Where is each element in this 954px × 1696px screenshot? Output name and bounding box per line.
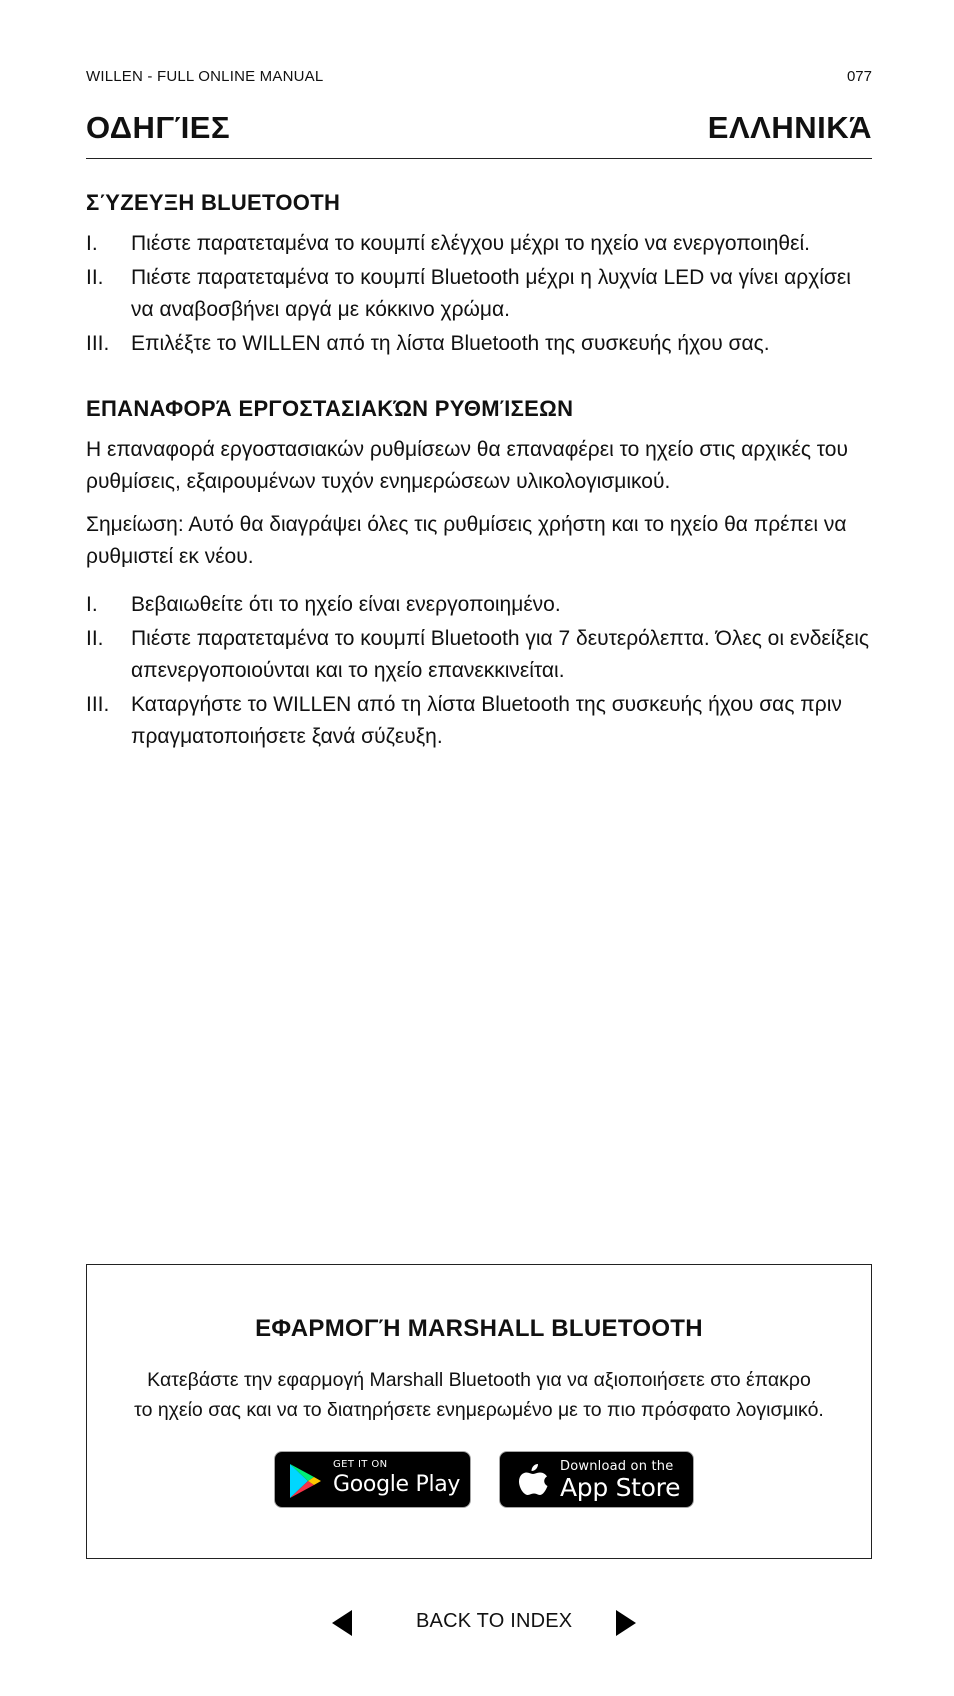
- triangle-right-icon[interactable]: [614, 1608, 638, 1638]
- manual-page: [86, 0, 872, 1696]
- app-promo-description: [107, 1365, 851, 1425]
- app-store-small-text: Download on the: [560, 1459, 674, 1474]
- step-text: Πιέστε παρατεταμένα το κουμπί ελέγχου μέχρι το ηχείο να ενεργοποιηθεί.: [131, 232, 810, 255]
- doc-title: WILLEN - FULL ONLINE MANUAL: [86, 68, 324, 85]
- triangle-left-icon[interactable]: [330, 1608, 354, 1638]
- apple-icon: [516, 1460, 550, 1505]
- step-text: Βεβαιωθείτε ότι το ηχείο είναι ενεργοποιημένο.: [131, 593, 561, 616]
- page-navigation: [86, 1606, 872, 1642]
- reset-steps: [86, 589, 872, 753]
- step-text: Επιλέξτε το WILLEN από τη λίστα Bluetooth της συσκευής ήχου σας.: [131, 332, 770, 355]
- step-number: II.: [86, 266, 104, 289]
- step-text: Πιέστε παρατεταμένα το κουμπί Bluetooth για 7 δευτερόλεπτα. Όλες οι ενδείξεις απενεργοποιούνται και το ηχείο επανεκκινείται.: [131, 627, 869, 682]
- step-number: III.: [86, 332, 110, 355]
- step-number: II.: [86, 627, 104, 650]
- main-content: [86, 190, 872, 755]
- section-header: [86, 108, 872, 159]
- app-promo-title: ΕΦΑΡΜΟΓΉ MARSHALL BLUETOOTH: [255, 1315, 703, 1342]
- google-play-icon: [288, 1462, 324, 1505]
- store-badges: [87, 1451, 871, 1509]
- reset-intro: Η επαναφορά εργοστασιακών ρυθμίσεων θα επαναφέρει το ηχείο στις αρχικές του ρυθμίσεις, εξαιρουμένων τυχόν ενημερώσεων υλικολογισμικού.: [86, 438, 848, 493]
- list-item: [86, 328, 872, 360]
- step-number: I.: [86, 232, 98, 255]
- reset-note: Σημείωση: Αυτό θα διαγράψει όλες τις ρυθμίσεις χρήστη και το ηχείο θα πρέπει να ρυθμιστεί εκ νέου.: [86, 513, 847, 568]
- step-number: I.: [86, 593, 98, 616]
- reset-heading: ΕΠΑΝΑΦΟΡΆ ΕΡΓΟΣΤΑΣΙΑΚΏΝ ΡΥΘΜΊΣΕΩΝ: [86, 396, 574, 421]
- page-number: 077: [846, 68, 872, 85]
- google-play-small-text: GET IT ON: [333, 1459, 388, 1470]
- list-item: [86, 228, 872, 260]
- app-desc-line: Κατεβάστε την εφαρμογή Marshall Bluetooth για να αξιοποιήσετε στο έπακρο: [147, 1369, 811, 1391]
- step-number: III.: [86, 693, 110, 716]
- google-play-big-text: Google Play: [333, 1472, 461, 1497]
- running-header: [86, 68, 872, 88]
- back-to-index-link[interactable]: BACK TO INDEX: [416, 1610, 573, 1632]
- pairing-heading: ΣΎΖΕΥΞΗ BLUETOOTH: [86, 190, 341, 215]
- list-item: [86, 623, 872, 687]
- list-item: [86, 689, 872, 753]
- list-item: [86, 589, 872, 621]
- app-promo-box: [86, 1264, 872, 1559]
- app-store-badge[interactable]: [499, 1451, 694, 1508]
- language-label: ΕΛΛΗΝΙΚΆ: [707, 110, 872, 145]
- section-title: ΟΔΗΓΊΕΣ: [86, 110, 231, 145]
- step-text: Καταργήστε το WILLEN από τη λίστα Bluetooth της συσκευής ήχου σας πριν πραγματοποιήσετε ξανά σύζευξη.: [131, 693, 842, 748]
- pairing-steps: [86, 228, 872, 360]
- list-item: [86, 262, 872, 326]
- google-play-badge[interactable]: [274, 1451, 471, 1508]
- app-store-big-text: App Store: [560, 1473, 681, 1502]
- step-text: Πιέστε παρατεταμένα το κουμπί Bluetooth μέχρι η λυχνία LED να γίνει αρχίσει να αναβοσβήνει αργά με κόκκινο χρώμα.: [131, 266, 851, 321]
- app-desc-line: το ηχείο σας και να το διατηρήσετε ενημερωμένο με το πιο πρόσφατο λογισμικό.: [134, 1399, 824, 1421]
